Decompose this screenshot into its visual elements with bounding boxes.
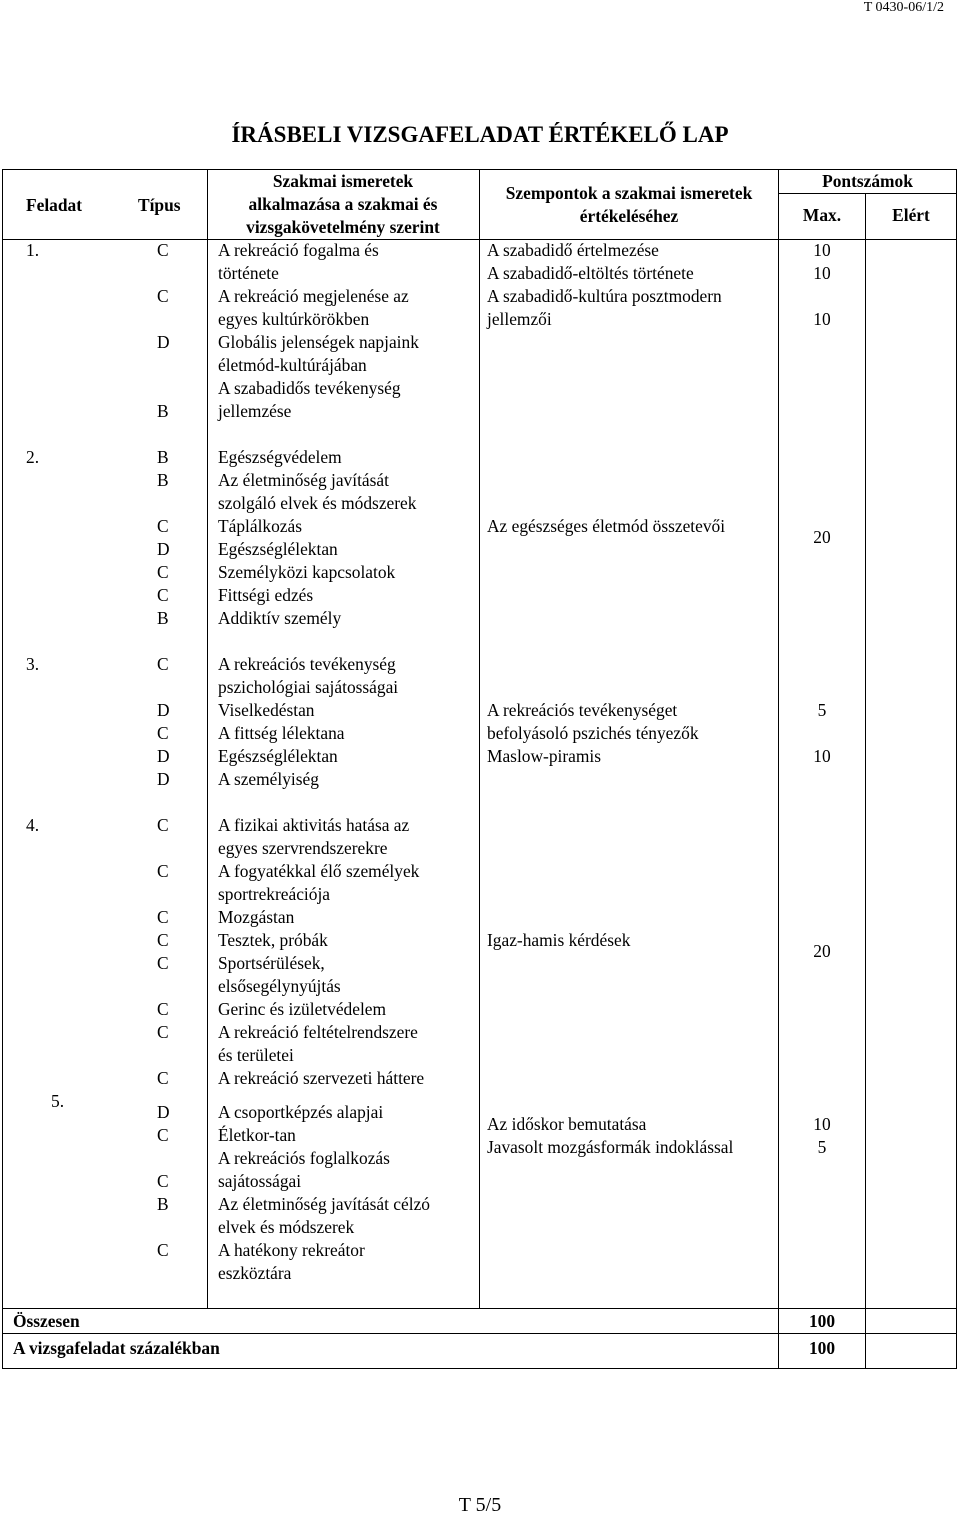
task-topic: eszköztára xyxy=(218,1263,292,1283)
task-topic: Személyközi kapcsolatok xyxy=(218,562,396,582)
task-number: 4. xyxy=(26,815,40,835)
task-max-points: 10 xyxy=(813,240,831,260)
total-value: 100 xyxy=(808,1311,836,1331)
task-type: C xyxy=(157,516,169,536)
task-topic: Egészséglélektan xyxy=(218,539,338,559)
task-topic: életmód-kultúrájában xyxy=(218,355,367,375)
task-type: C xyxy=(157,654,169,674)
task-type: B xyxy=(157,401,169,421)
column-divider-points xyxy=(778,169,779,1369)
task-criterion: jellemzői xyxy=(487,309,552,329)
task-topic: sportrekreációja xyxy=(218,884,331,904)
task-topic: A fizikai aktivitás hatása az xyxy=(218,815,410,835)
evaluation-table xyxy=(2,169,957,1369)
points-subheader-line xyxy=(778,193,957,194)
task-topic: elvek és módszerek xyxy=(218,1217,355,1237)
task-type: D xyxy=(157,332,170,352)
totals-row-separator xyxy=(2,1333,957,1334)
task-topic: Életkor-tan xyxy=(218,1125,296,1145)
task-criterion: befolyásoló pszichés tényezők xyxy=(487,723,699,743)
task-max-points: 20 xyxy=(813,941,831,961)
task-topic: Egészséglélektan xyxy=(218,746,338,766)
column-divider-topic xyxy=(207,169,208,1309)
task-number: 3. xyxy=(26,654,40,674)
task-topic: Mozgástan xyxy=(218,907,295,927)
task-criterion: Maslow-piramis xyxy=(487,746,601,766)
task-type: C xyxy=(157,953,169,973)
column-divider-max xyxy=(865,193,866,1369)
header-topic-3: vizsgakövetelmény szerint xyxy=(246,217,440,237)
task-number: 1. xyxy=(26,240,40,260)
task-topic: Tesztek, próbák xyxy=(218,930,328,950)
table-border-bottom xyxy=(2,1368,957,1369)
task-topic: pszichológiai sajátosságai xyxy=(218,677,399,697)
task-number: 2. xyxy=(26,447,40,467)
task-type: B xyxy=(157,470,169,490)
header-elert: Elért xyxy=(892,205,930,225)
task-max-points: 10 xyxy=(813,1114,831,1134)
header-topic-2: alkalmazása a szakmai és xyxy=(248,194,438,214)
total-label: Összesen xyxy=(13,1311,80,1331)
task-topic: A rekreáció fogalma és xyxy=(218,240,379,260)
header-max: Max. xyxy=(802,205,842,225)
task-topic: Egészségvédelem xyxy=(218,447,342,467)
task-topic: Az életminőség javítását xyxy=(218,470,389,490)
task-topic: Viselkedéstan xyxy=(218,700,315,720)
task-type: C xyxy=(157,907,169,927)
percentage-label: A vizsgafeladat százalékban xyxy=(13,1338,220,1358)
table-border-left xyxy=(2,169,3,1369)
task-topic: A fogyatékkal élő személyek xyxy=(218,861,420,881)
task-type: B xyxy=(157,608,169,628)
task-topic: szolgáló elvek és módszerek xyxy=(218,493,417,513)
task-topic: Az életminőség javítását célzó xyxy=(218,1194,430,1214)
task-topic: A csoportképzés alapjai xyxy=(218,1102,384,1122)
task-topic: A fittség lélektana xyxy=(218,723,345,743)
task-type: C xyxy=(157,999,169,1019)
task-topic: Sportsérülések, xyxy=(218,953,325,973)
task-type: C xyxy=(157,1125,169,1145)
task-topic: A rekreáció megjelenése az xyxy=(218,286,409,306)
task-topic: Fittségi edzés xyxy=(218,585,314,605)
task-max-points: 10 xyxy=(813,263,831,283)
task-type: D xyxy=(157,769,170,789)
task-topic: A rekreáció feltételrendszere xyxy=(218,1022,418,1042)
task-type: C xyxy=(157,1240,169,1260)
task-criterion: A rekreációs tevékenységet xyxy=(487,700,678,720)
task-type: C xyxy=(157,1068,169,1088)
task-criterion: Az időskor bemutatása xyxy=(487,1114,647,1134)
task-topic: elsősegélynyújtás xyxy=(218,976,341,996)
task-max-points: 10 xyxy=(813,746,831,766)
task-topic: Táplálkozás xyxy=(218,516,303,536)
task-type: B xyxy=(157,447,169,467)
task-max-points: 5 xyxy=(817,700,827,720)
task-max-points: 5 xyxy=(817,1137,827,1157)
task-criterion: Javasolt mozgásformák indoklással xyxy=(487,1137,734,1157)
task-type: C xyxy=(157,585,169,605)
task-criterion: A szabadidő-eltöltés története xyxy=(487,263,694,283)
task-topic: története xyxy=(218,263,279,283)
task-type: C xyxy=(157,1022,169,1042)
task-type: C xyxy=(157,240,169,260)
task-topic: egyes kultúrkörökben xyxy=(218,309,370,329)
header-points: Pontszámok xyxy=(822,171,913,191)
task-criterion: Az egészséges életmód összetevői xyxy=(487,516,726,536)
task-type: C xyxy=(157,562,169,582)
task-topic: és területei xyxy=(218,1045,294,1065)
task-criterion: Igaz-hamis kérdések xyxy=(487,930,631,950)
header-criteria-1: Szempontok a szakmai ismeretek xyxy=(505,183,753,203)
task-criterion: A szabadidő-kultúra posztmodern xyxy=(487,286,722,306)
task-max-points: 20 xyxy=(813,527,831,547)
page-number: T 5/5 xyxy=(458,1494,502,1516)
task-type: C xyxy=(157,815,169,835)
task-number: 5. xyxy=(51,1091,65,1111)
task-topic: egyes szervrendszerekre xyxy=(218,838,388,858)
task-type: C xyxy=(157,723,169,743)
column-divider-criteria xyxy=(479,169,480,1309)
task-topic: sajátosságai xyxy=(218,1171,302,1191)
task-criterion: A szabadidő értelmezése xyxy=(487,240,659,260)
task-topic: A szabadidős tevékenység xyxy=(218,378,401,398)
task-type: C xyxy=(157,1171,169,1191)
task-topic: A hatékony rekreátor xyxy=(218,1240,365,1260)
table-border-right xyxy=(956,169,957,1369)
task-type: B xyxy=(157,1194,169,1214)
percentage-value: 100 xyxy=(808,1338,836,1358)
task-topic: A személyiség xyxy=(218,769,319,789)
task-type: D xyxy=(157,746,170,766)
header-tipus: Típus xyxy=(138,195,181,215)
task-type: C xyxy=(157,861,169,881)
task-max-points: 10 xyxy=(813,309,831,329)
task-type: D xyxy=(157,539,170,559)
task-topic: A rekreációs foglalkozás xyxy=(218,1148,390,1168)
task-topic: A rekreációs tevékenység xyxy=(218,654,396,674)
task-topic: Addiktív személy xyxy=(218,608,342,628)
page-code: T 0430-06/1/2 xyxy=(863,0,944,15)
task-topic: Gerinc és izületvédelem xyxy=(218,999,387,1019)
task-type: D xyxy=(157,1102,170,1122)
task-topic: A rekreáció szervezeti háttere xyxy=(218,1068,425,1088)
page-title: ÍRÁSBELI VIZSGAFELADAT ÉRTÉKELŐ LAP xyxy=(231,122,729,147)
task-topic: Globális jelenségek napjaink xyxy=(218,332,419,352)
task-type: C xyxy=(157,286,169,306)
header-criteria-2: értékeléséhez xyxy=(579,206,679,226)
task-topic: jellemzése xyxy=(218,401,292,421)
task-type: C xyxy=(157,930,169,950)
header-feladat: Feladat xyxy=(26,195,83,215)
task-type: D xyxy=(157,700,170,720)
header-topic-1: Szakmai ismeretek xyxy=(272,171,414,191)
